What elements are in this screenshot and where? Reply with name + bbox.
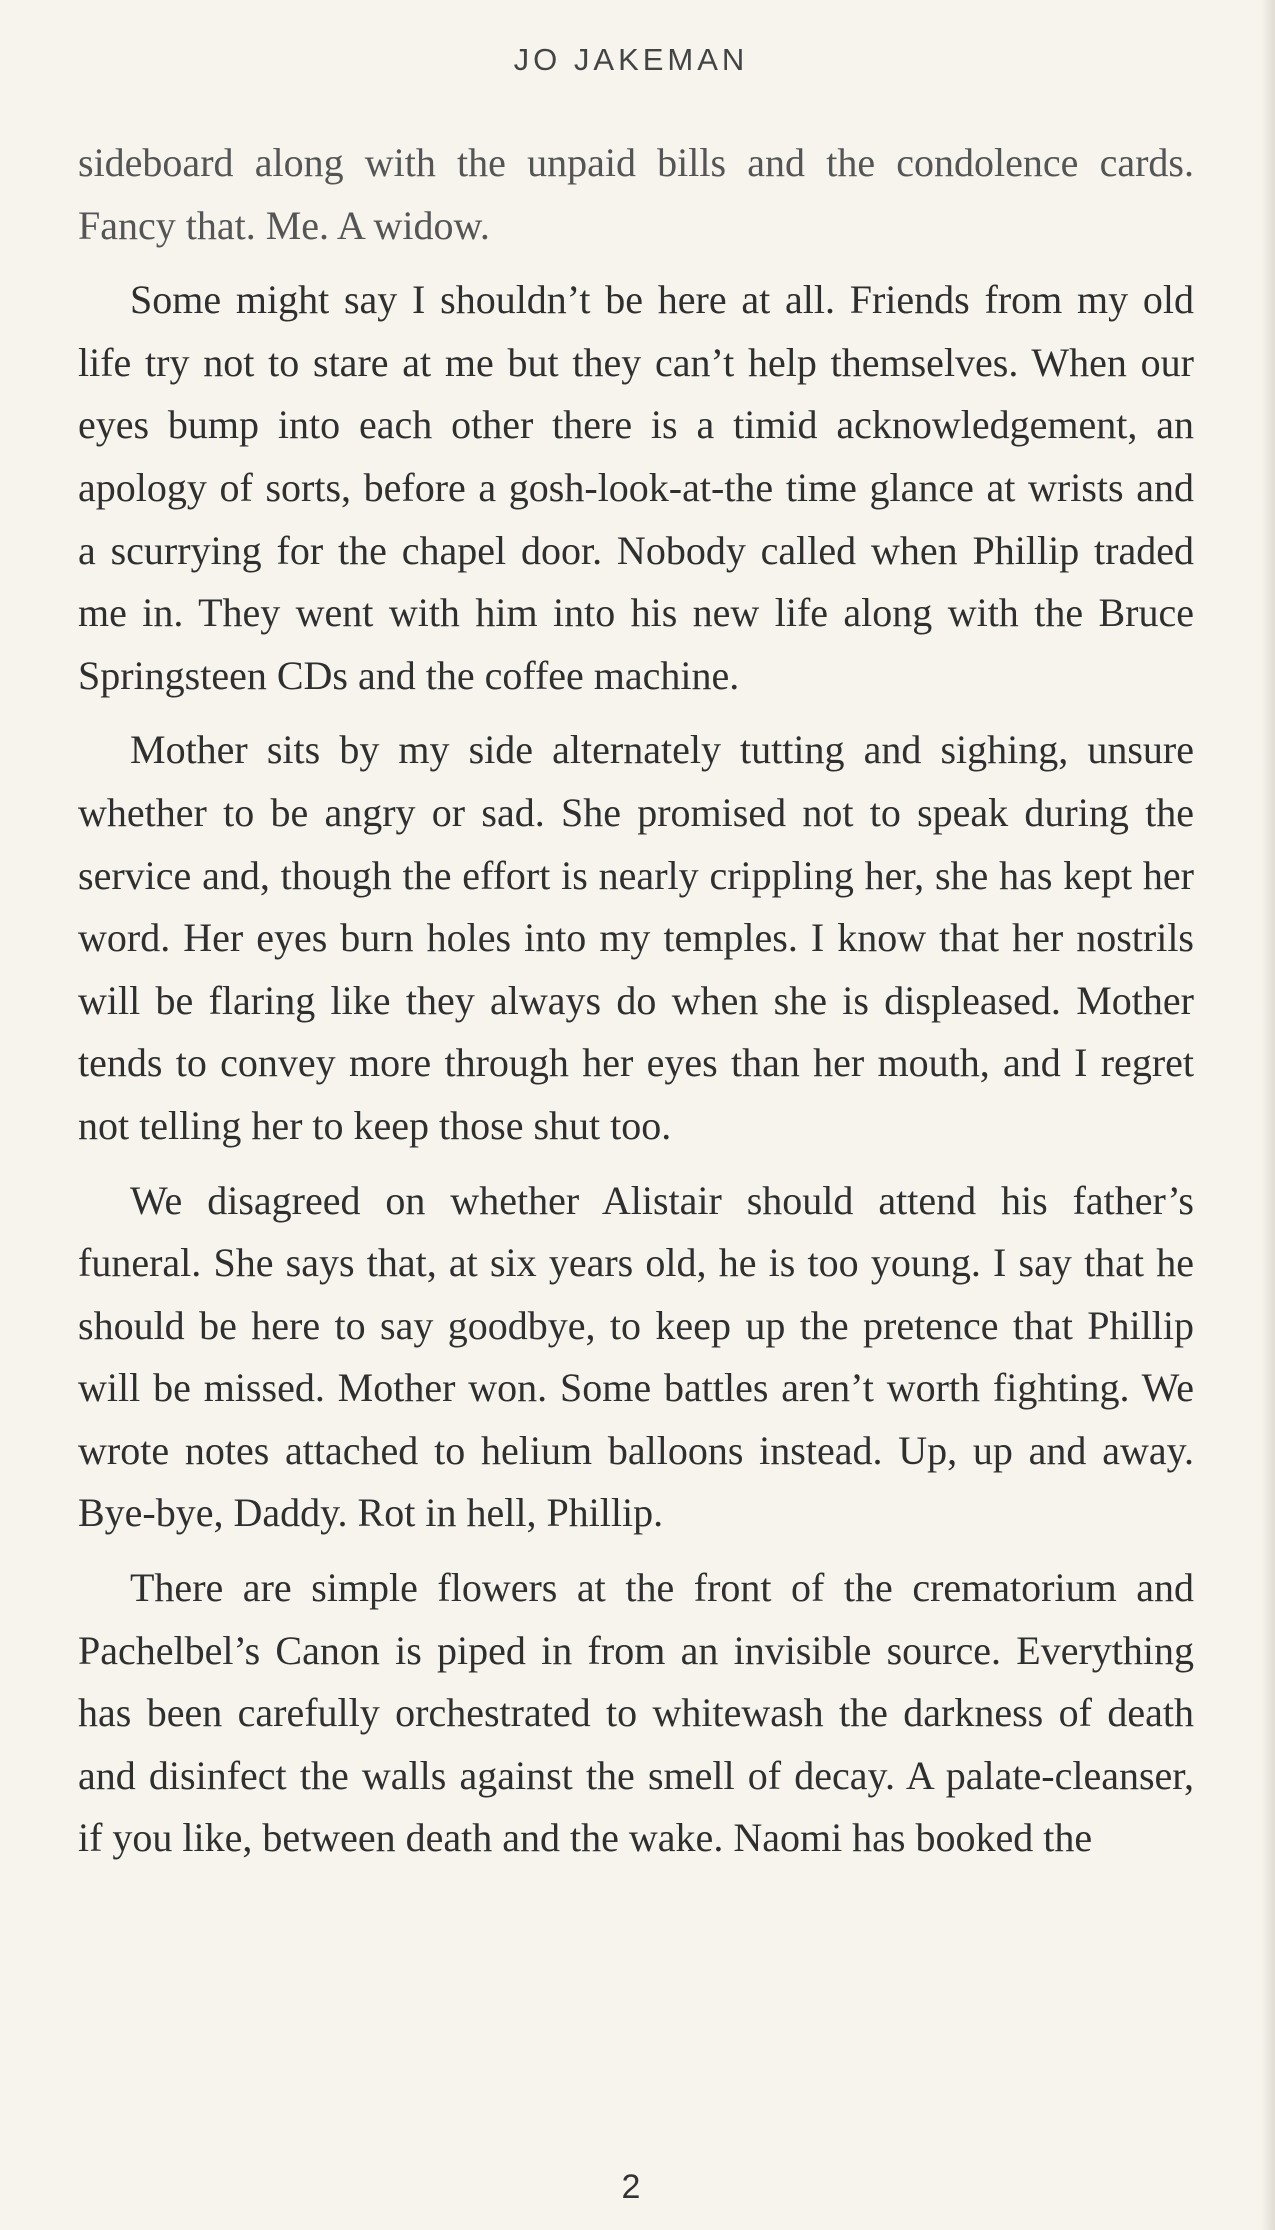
running-head: JO JAKEMAN	[513, 42, 749, 77]
paragraph: We disagreed on whether Alistair should attend his father’s funeral. She says that, at six years old, he is too young. I say that he should be here to say goodbye, to keep up the pretence that Phillip will be missed. Mother won. Some battles aren’t worth fighting. We wrote notes attached to helium balloons instead. Up, up and away. Bye-bye, Daddy. Rot in hell, Phillip.	[78, 1177, 1194, 1536]
page-body-text	[78, 132, 1194, 1882]
paragraph: Mother sits by my side alternately tutting and sighing, unsure whether to be angry or sad. She promised not to speak during the service and, though the effort is nearly crippling her, she has kept her word. Her eyes burn holes into my temples. I know that her nostrils will be flaring like they always do when she is displeased. Mother tends to convey more through her eyes than her mouth, and I regret not telling her to keep those shut too.	[78, 727, 1194, 1148]
paragraph-continued: sideboard along with the unpaid bills and the condolence cards. Fancy that. Me. A widow.	[78, 140, 1194, 248]
page-number: 2	[621, 2168, 641, 2206]
paragraph: Some might say I shouldn’t be here at all. Friends from my old life try not to stare at me but they can’t help themselves. When our eyes bump into each other there is a timid acknowledgement, an apology of sorts, before a gosh-look-at-the time glance at wrists and a scurrying for the chapel door. Nobody called when Phillip traded me in. They went with him into his new life along with the Bruce Springsteen CDs and the coffee machine.	[78, 277, 1194, 698]
paragraph: There are simple flowers at the front of the crematorium and Pachelbel’s Canon is piped in from an invisible source. Everything has been carefully orchestrated to whitewash the darkness of death and disinfect the walls against the smell of decay. A palate-cleanser, if you like, between death and the wake. Naomi has booked the	[78, 1565, 1194, 1861]
page-gutter-shadow	[1261, 0, 1275, 2230]
